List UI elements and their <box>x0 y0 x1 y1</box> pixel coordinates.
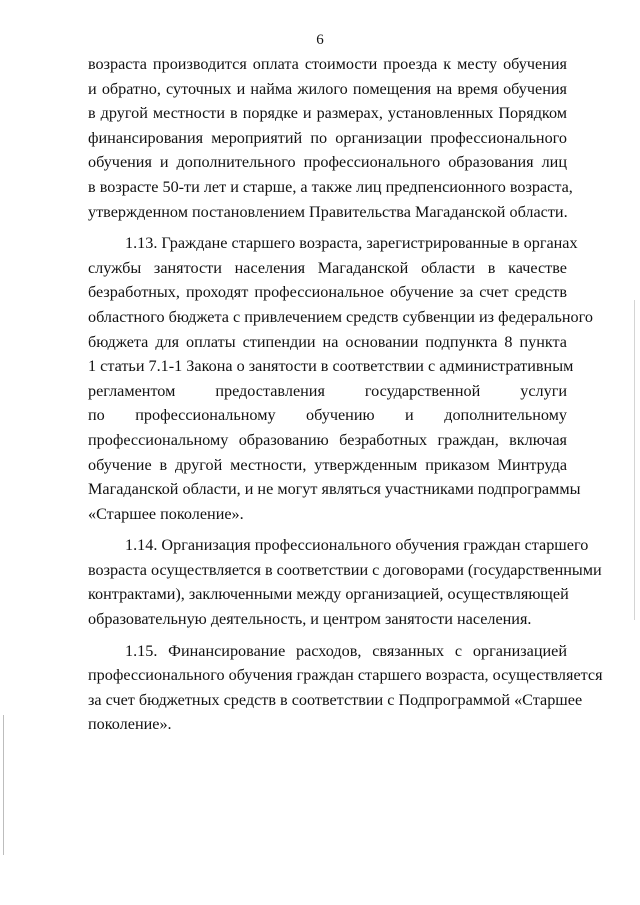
text-line: безработных, проходят профессиональное обучение за счет средств <box>88 283 567 302</box>
paragraph-continuation <box>88 52 573 224</box>
text-line: 1.15. Финансирование расходов, связанных с организацией <box>125 641 567 660</box>
document-body <box>88 52 603 744</box>
page-number: 6 <box>316 32 324 48</box>
text-line: обучение в другой местности, утвержденным приказом Минтруда <box>88 455 567 474</box>
text-line: 1.13. Граждане старшего возраста, зарегистрированные в органах <box>125 234 578 253</box>
text-line: утвержденном постановлением Правительства Магаданской области. <box>88 202 568 221</box>
text-line: профессионального обучения граждан старшего возраста, осуществляется <box>88 666 603 685</box>
text-line: контрактами), заключенными между организацией, осуществляющей <box>88 585 569 604</box>
text-line: финансирования мероприятий по организации профессионального <box>88 128 567 147</box>
text-line: областного бюджета с привлечением средств субвенции из федерального <box>88 307 593 326</box>
text-line: образовательную деятельность, и центром занятости населения. <box>88 610 532 629</box>
text-line: возраста осуществляется в соответствии с договорами (государственными <box>88 560 602 579</box>
paragraph-1-15 <box>88 639 603 737</box>
text-line: 1.14. Организация профессионального обучения граждан старшего <box>125 536 589 555</box>
text-line: за счет бюджетных средств в соответствии с Подпрограммой «Старшее <box>88 690 583 709</box>
text-line: регламентом предоставления государственной услуги <box>88 381 567 400</box>
scan-margin-mark <box>634 300 635 620</box>
text-line: «Старшее поколение». <box>88 504 244 523</box>
text-line: 1 статьи 7.1-1 Закона о занятости в соответствии с административным <box>88 357 574 376</box>
paragraph-1-14 <box>88 533 602 631</box>
text-line: и обратно, суточных и найма жилого помещения на время обучения <box>88 79 567 98</box>
text-line: обучения и дополнительного профессионального образования лиц <box>88 153 567 172</box>
text-line: профессиональному образованию безработных граждан, включая <box>88 430 567 449</box>
text-line: службы занятости населения Магаданской области в качестве <box>88 258 567 277</box>
text-line: в возрасте 50-ти лет и старше, а также лиц предпенсионного возраста, <box>88 177 573 196</box>
text-line: в другой местности в порядке и размерах, установленных Порядком <box>88 104 567 123</box>
text-line: возраста производится оплата стоимости проезда к месту обучения <box>88 55 567 73</box>
text-line: поколение». <box>88 715 172 734</box>
scan-margin-mark <box>3 715 4 855</box>
text-line: по профессиональному обучению и дополнительному <box>88 406 567 425</box>
text-line: Магаданской области, и не могут являться участниками подпрограммы <box>88 480 581 499</box>
text-line: бюджета для оплаты стипендии на основании подпункта 8 пункта <box>88 332 567 351</box>
paragraph-1-13 <box>88 231 593 526</box>
